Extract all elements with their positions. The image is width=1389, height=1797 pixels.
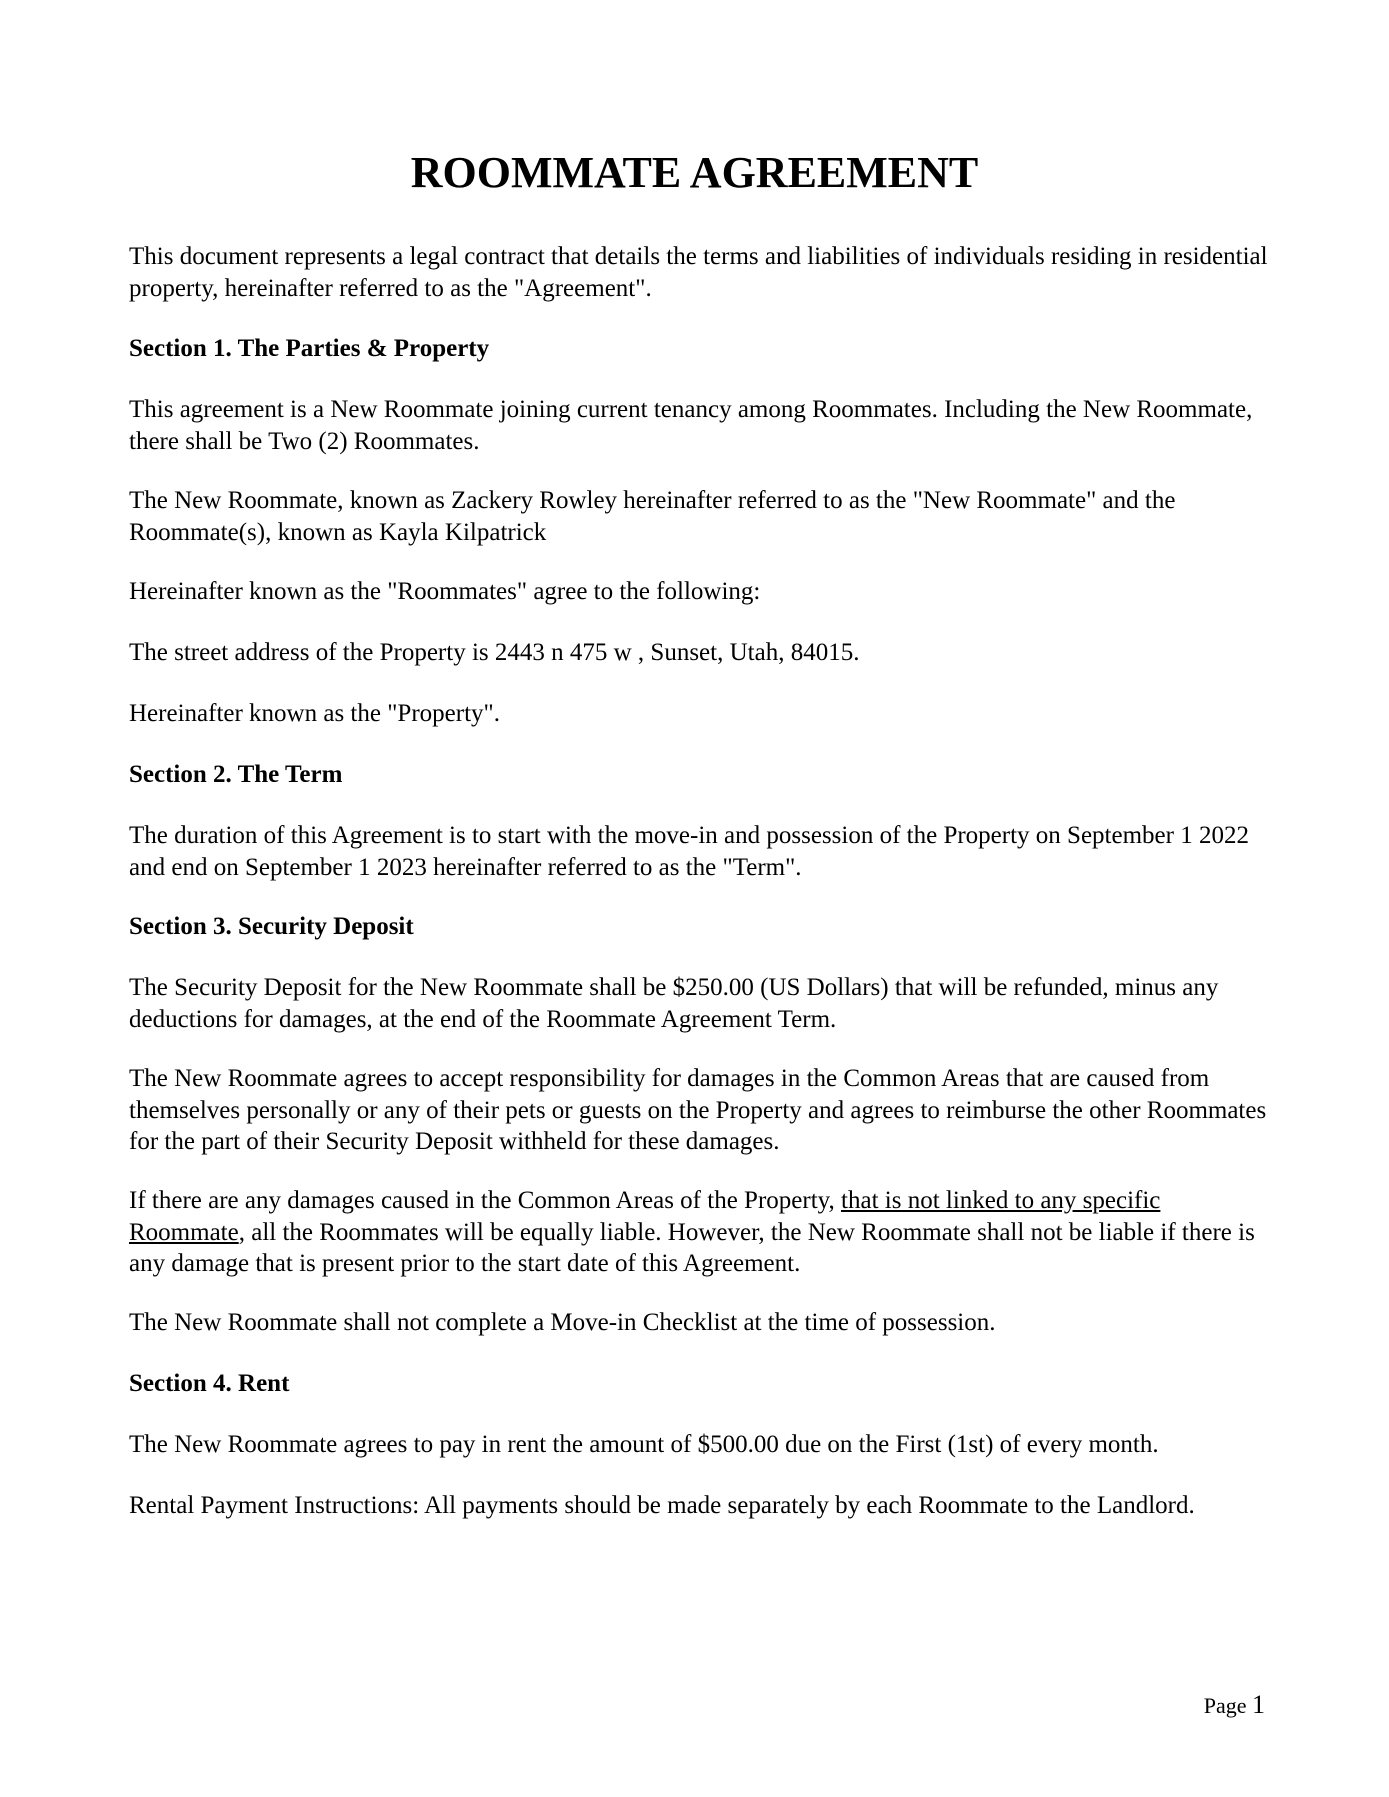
section-1-paragraph-2: The New Roommate, known as Zackery Rowley hereinafter referred to as the "New Roommate" and the Roommate(s), known as Kayla Kilpatrick (129, 487, 1176, 546)
common-area-damages-text-end: , all the Roommates will be equally liable. However, the New Roommate shall not be liable if there is any damage that is present prior to the start date of this Agreement. (129, 1218, 1255, 1277)
move-in-checklist-paragraph: The New Roommate shall not complete a Move-in Checklist at the time of possession. (129, 1309, 996, 1336)
term-paragraph: The duration of this Agreement is to start with the move-in and possession of the Property on September 1 2022 and end on September 1 2023 hereinafter referred to as the "Term". (129, 822, 1249, 881)
section-3-heading: Section 3. Security Deposit (129, 913, 414, 940)
intro-paragraph: This document represents a legal contract that details the terms and liabilities of individuals residing in residential property, hereinafter referred to as the "Agreement". (129, 243, 1268, 302)
section-4-heading: Section 4. Rent (129, 1370, 290, 1397)
section-2-heading: Section 2. The Term (129, 761, 343, 788)
page-number (1204, 1690, 1265, 1721)
page-number-value: 1 (1252, 1690, 1265, 1719)
section-1-paragraph-1: This agreement is a New Roommate joining current tenancy among Roommates. Including the New Roommate, there shall be Two (2) Roommates. (129, 396, 1253, 455)
section-1-paragraph-3: Hereinafter known as the "Roommates" agree to the following: (129, 578, 761, 605)
page-label: Page (1203, 1693, 1247, 1718)
underlined-clause: that is not linked to any specific Roommate (129, 1187, 1161, 1246)
common-area-damages-text-start: If there are any damages caused in the Common Areas of the Property, (129, 1187, 842, 1214)
document-title: ROOMMATE AGREEMENT (410, 148, 979, 197)
rental-payment-instructions: Rental Payment Instructions: All payments should be made separately by each Roommate to the Landlord. (129, 1492, 1195, 1519)
rent-amount-paragraph: The New Roommate agrees to pay in rent the amount of $500.00 due on the First (1st) of every month. (129, 1431, 1159, 1458)
section-1-paragraph-5: Hereinafter known as the "Property". (129, 700, 500, 727)
security-deposit-paragraph: The Security Deposit for the New Roommate shall be $250.00 (US Dollars) that will be refunded, minus any deductions for damages, at the end of the Roommate Agreement Term. (129, 974, 1219, 1033)
common-area-damages-paragraph (129, 1185, 1269, 1280)
damages-responsibility-paragraph: The New Roommate agrees to accept responsibility for damages in the Common Areas that are caused from themselves personally or any of their pets or guests on the Property and agrees to reimburse the other Roommates for the part of their Security Deposit withheld for these damages. (129, 1065, 1267, 1155)
property-address-paragraph: The street address of the Property is 2443 n 475 w , Sunset, Utah, 84015. (129, 639, 860, 666)
section-1-heading: Section 1. The Parties & Property (129, 335, 490, 362)
